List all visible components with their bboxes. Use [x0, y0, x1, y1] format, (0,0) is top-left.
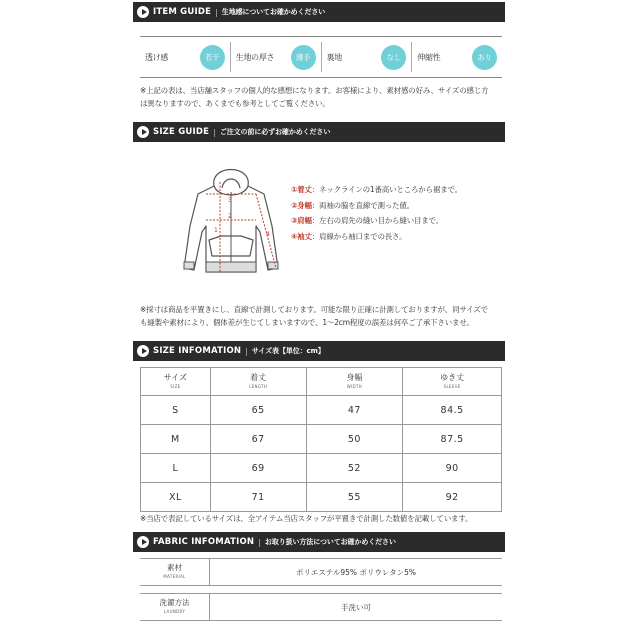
- fabric-info-subtitle: お取り扱い方法についてお確かめください: [264, 538, 396, 546]
- mark-1: 1: [214, 227, 218, 234]
- fabric-row-material: [140, 558, 502, 586]
- legend-item: ①着丈：ネックラインの1番高いところから裾まで。: [291, 185, 462, 194]
- size-info-note: ※当店で表記しているサイズは、全アイテム当店スタッフが平置きで計測した数値を記載しています。: [140, 514, 473, 523]
- item-guide-title: ITEM GUIDE: [153, 7, 212, 17]
- size-guide-title: SIZE GUIDE: [153, 127, 210, 137]
- item-guide-subtitle: 生地感についてお確かめください: [221, 8, 326, 16]
- fabric-row-header: 洗濯方法 LAUNDRY: [140, 594, 210, 620]
- feel-cell-stretch: [411, 42, 502, 72]
- fabric-info-header: FABRIC INFOMATION | お取り扱い方法についてお確かめください: [133, 532, 505, 552]
- play-icon: [137, 126, 149, 138]
- feel-cell-thickness: [230, 42, 321, 72]
- feel-value-badge: 薄手: [291, 45, 316, 70]
- legend-item: ④袖丈：肩線から袖口までの長さ。: [291, 231, 407, 241]
- play-icon: [137, 6, 149, 18]
- mark-2: 2: [228, 213, 232, 220]
- hoodie-measurement-diagram: [176, 156, 286, 282]
- header-sleeve: ゆき丈 SLEEVE: [403, 368, 502, 396]
- legend-item: ②身幅：両袖の脇を直線で測った値。: [291, 200, 414, 210]
- feel-value-badge: 若干: [200, 45, 225, 70]
- feel-cell-lining: [321, 42, 412, 72]
- size-info-subtitle: サイズ表【単位：cm】: [251, 347, 325, 355]
- mark-4: 4: [266, 231, 270, 238]
- fabric-row-value: 手洗い可: [341, 602, 371, 612]
- table-row: S 65 47 84.5: [141, 396, 502, 425]
- header-length: 着丈 LENGTH: [210, 368, 306, 396]
- fabric-row-header: 素材 MATERIAL: [140, 559, 210, 585]
- play-icon: [137, 345, 149, 357]
- item-guide-note: ※上記の表は、当店舗スタッフの個人的な感想になります。お客様により、素材感の好み、サイズの感じ方 は異なりますので、あくまでも参考としてご覧ください。: [140, 86, 489, 108]
- feel-label: 透け感: [145, 52, 169, 62]
- table-row: M 67 50 87.5: [141, 425, 502, 454]
- feel-cell-sheerness: [140, 42, 230, 72]
- feel-value-badge: あり: [472, 45, 497, 70]
- play-icon: [137, 536, 149, 548]
- table-row: L 69 52 90: [141, 454, 502, 483]
- size-info-title: SIZE INFOMATION: [153, 346, 242, 356]
- size-guide-header: SIZE GUIDE | ご注文の前に必ずお確かめください: [133, 122, 505, 142]
- fabric-row-value: ポリエステル95% ポリウレタン5%: [296, 567, 416, 577]
- fabric-info-title: FABRIC INFOMATION: [153, 537, 255, 547]
- size-guide-subtitle: ご注文の前に必ずお確かめください: [219, 128, 331, 136]
- fabric-feel-table: [140, 36, 502, 78]
- feel-label: 生地の厚さ: [235, 52, 275, 62]
- header-size: サイズ SIZE: [141, 368, 211, 396]
- size-table: [140, 367, 502, 512]
- feel-value-badge: なし: [381, 45, 406, 70]
- table-row: XL 71 55 92: [141, 483, 502, 512]
- measurement-legend: [291, 182, 462, 244]
- feel-label: 伸縮性: [417, 52, 441, 62]
- feel-label: 裏地: [326, 52, 342, 62]
- header-width: 身幅 WIDTH: [306, 368, 403, 396]
- table-header-row: [141, 368, 502, 396]
- item-guide-header: ITEM GUIDE | 生地感についてお確かめください: [133, 2, 505, 22]
- mark-3: 3: [228, 197, 232, 204]
- fabric-row-laundry: [140, 593, 502, 621]
- size-info-header: SIZE INFOMATION | サイズ表【単位：cm】: [133, 341, 505, 361]
- legend-item: ③肩幅：左右の肩先の縫い目から縫い目まで。: [291, 216, 443, 225]
- size-guide-note: ※採寸は商品を平置きにし、直線で計測しております。可能な限り正確に計測しておりますが、同サイズで も縫製や素材により、個体差が生じてしまいますので、1～2cm程度の誤差は何卒ご了承下さいませ。: [140, 305, 488, 327]
